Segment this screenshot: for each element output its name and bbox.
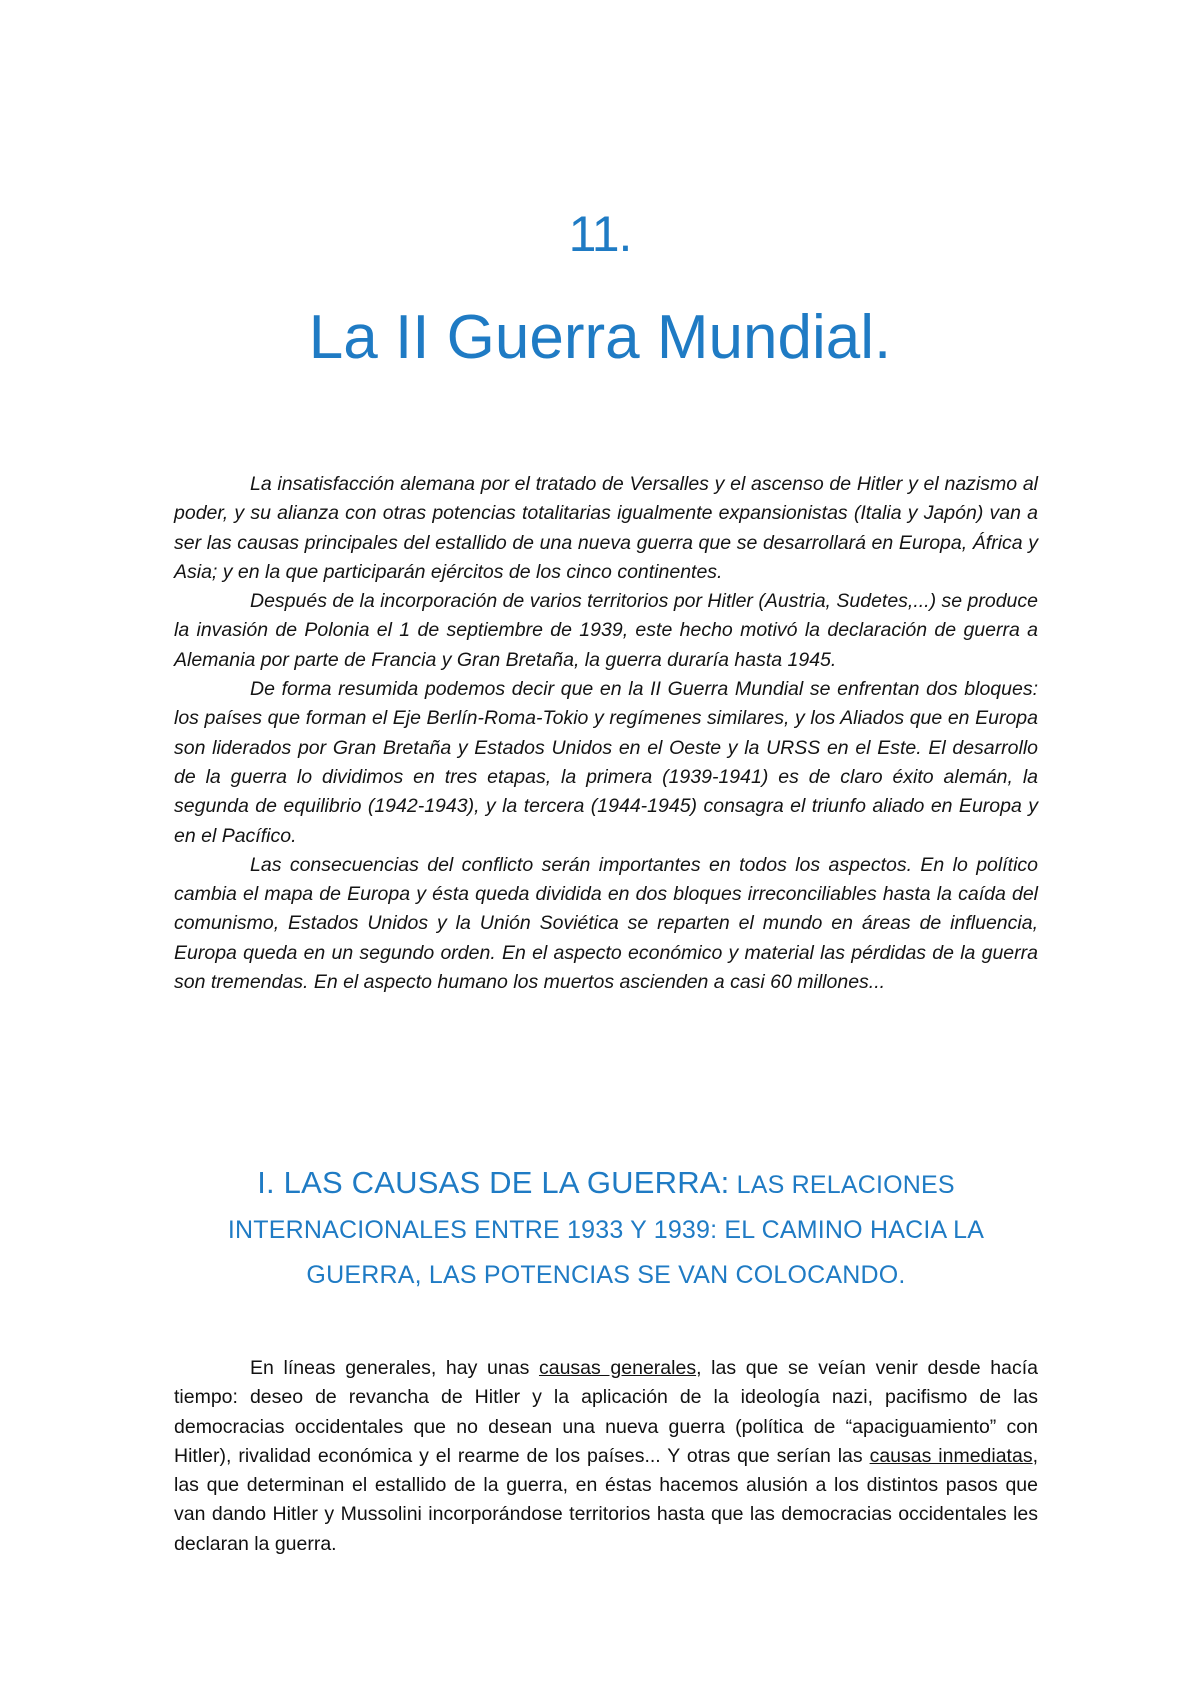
- body-text-run: En líneas generales, hay unas: [250, 1357, 539, 1379]
- causas-inmediatas-term: causas inmediatas: [869, 1444, 1033, 1467]
- body-paragraph: [174, 1354, 1038, 1559]
- intro-paragraph: Las consecuencias del conflicto serán importantes en todos los aspectos. En lo político cambia el mapa de Europa y ésta queda dividida en dos bloques irreconciliables hasta la caída del comunismo, Estados Unidos y la Unión Soviética se reparten el mundo en áreas de influencia, Europa queda en un segundo orden. En el aspecto económico y material las pérdidas de la guerra son tremendas. En el aspecto humano los muertos ascienden a casi 60 millones...: [174, 853, 1038, 994]
- intro-paragraph: La insatisfacción alemana por el tratado de Versalles y el ascenso de Hitler y el nazismo al poder, y su alianza con otras potencias totalitarias igualmente expansionistas (Italia y Japón) van a ser las causas principales del estallido de una nueva guerra que se desarrollará en Europa, África y Asia; y en la que participarán ejércitos de los cinco continentes.: [174, 473, 1038, 583]
- intro-paragraph: De forma resumida podemos decir que en la II Guerra Mundial se enfrentan dos bloques: los países que forman el Eje Berlín-Roma-Tokio y regímenes similares, y los Aliados que en Europa son liderados por Gran Bretaña y Estados Unidos en el Oeste y la URSS en el Este. El desarrollo de la guerra lo dividimos en tres etapas, la primera (1939-1941) es de claro éxito alemán, la segunda de equilibrio (1942-1943), y la tercera (1944-1945) consagra el triunfo aliado en Europa y en el Pacífico.: [174, 678, 1038, 847]
- body-section: [174, 1354, 1038, 1559]
- section-heading-sub: LAS RELACIONES INTERNACIONALES ENTRE 1933 Y 1939: EL CAMINO HACIA LA GUERRA, LAS POTENCIAS SE VAN COLOCANDO.: [227, 1171, 985, 1289]
- body-text-run: , las que se veían venir desde hacía tiempo: deseo de revancha de Hitler y la aplicación de la ideología nazi, pacifismo de las democracias occidentales que no desean una nueva guerra (política de “apaciguamiento” con Hitler), rivalidad económica y el rearme de los países... Y otras que serían las: [174, 1357, 1038, 1467]
- section-heading-main: I. LAS CAUSAS DE LA GUERRA:: [257, 1165, 730, 1200]
- chapter-title: La II Guerra Mundial.: [308, 303, 892, 372]
- causas-generales-term: causas generales: [538, 1357, 697, 1379]
- body-text-run: , las que determinan el estallido de la guerra, en éstas hacemos alusión a los distintos pasos que van dando Hitler y Mussolini incorporándose territorios hasta que las democracias occidentales les declaran la guerra.: [174, 1444, 1038, 1555]
- section-heading: [180, 1160, 1032, 1298]
- intro-paragraph: Después de la incorporación de varios territorios por Hitler (Austria, Sudetes,...) se produce la invasión de Polonia el 1 de septiembre de 1939, este hecho motivó la declaración de guerra a Alemania por parte de Francia y Gran Bretaña, la guerra duraría hasta 1945.: [174, 590, 1038, 671]
- chapter-number: 11.: [568, 206, 632, 262]
- intro-section: [174, 470, 1038, 997]
